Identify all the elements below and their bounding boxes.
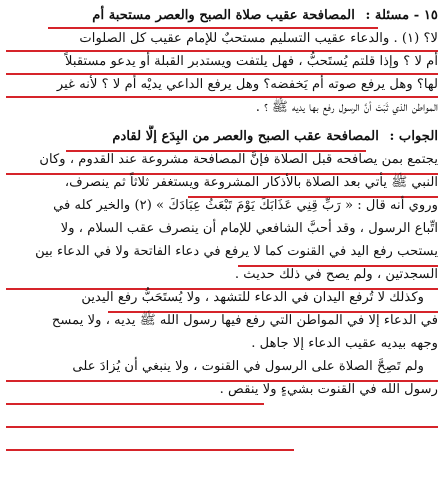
answer-title: المصافحة عقب الصبح والعصر من البِدَع إلَّا لقادم — [112, 129, 379, 144]
answer-line: يستحب رفع اليد في القنوت كما لا يرفع في دعاء الفاتحة ولا في الدعاء بين — [35, 244, 438, 259]
answer-line: وجهه بيديه عقيب الدعاء إلا جاهل . — [251, 336, 438, 351]
answer-line: النبي ﷺ يأتي بعد الصلاة بالأذكار المشروعة ويستغفر ثلاثاً ثم ينصرف، — [64, 175, 438, 190]
answer-line: يجتمع بمن يصافحه قبل الصلاة فإنَّ المصافحة مشروعة عند القدوم ، وكان — [39, 152, 438, 167]
answer-line: ولم تَصِحَّ الصلاة على الرسول في القنوت ، ولا ينبغي أن يُزادَ على — [72, 359, 424, 374]
question-line: لا؟ (١) . والدعاء عقيب التسليم مستحبٌ للإمام عقيب كل الصلوات — [79, 31, 438, 46]
answer-line: اتِّباع الرسول ، وقد أحبَّ الشافعي للإمام أن ينصرف عقب السلام ، ولا — [60, 221, 438, 236]
question-line: أم لا ؟ وإذا قلتم يُستَحبُّ ، فهل يلتفت ويستدبر القبلة أو يدعو مستقبلاً — [64, 54, 438, 69]
answer-line: رسول الله في القنوت بشيءٍ ولا ينقص . — [219, 382, 438, 397]
question-number: ١٥ - مسئلة : — [365, 8, 438, 23]
answer-heading — [6, 125, 438, 148]
question-line: المواطن الذي ثَبَتَ أنَّ الرسول رفع بها يديه ﷺ ؟ . — [255, 100, 438, 115]
question-title: المصافحة عقيب صلاة الصبح والعصر مستحبة أم — [92, 8, 355, 23]
answer-line: وكذلك لا تُرفع اليدان في الدعاء للتشهد ، ولا يُستَحَبُّ رفع اليدين — [81, 290, 424, 305]
question-heading — [6, 4, 438, 27]
underline-mark — [6, 426, 438, 428]
answer-line: وروي أنه قال : « رَبِّ قِنِي عَذَابَكَ يَوْمَ تَبْعَثُ عِبَادَكَ » (٢) والخير كله في — [53, 198, 438, 213]
underline-mark — [6, 449, 294, 451]
answer-line: في الدعاء إلا في المواطن التي رفع فيها رسول الله ﷺ يديه ، ولا يمسح — [51, 313, 438, 328]
underline-mark — [6, 403, 264, 405]
answer-line: السجدتين ، ولم يصح في ذلك حديث . — [234, 267, 438, 282]
answer-label: الجواب : — [389, 129, 438, 144]
question-line: لها؟ وهل يرفع صوته أم يَخفضه؟ وهل يرفع الداعي يديْه أم لا ؟ لأنه غير — [56, 77, 438, 92]
